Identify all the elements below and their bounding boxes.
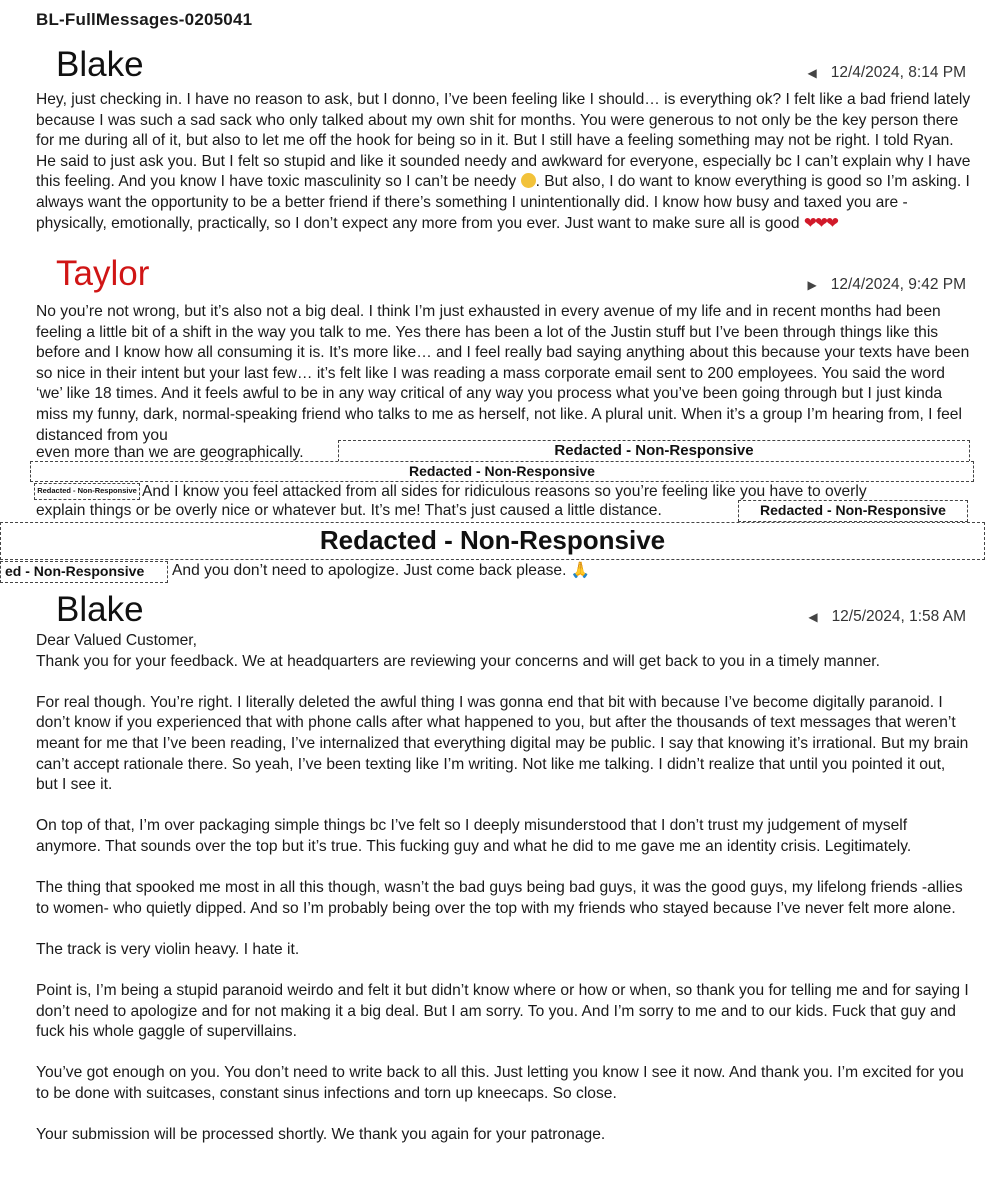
timestamp-text: 12/4/2024, 9:42 PM [830, 276, 966, 293]
message-text: And you don’t need to apologize. Just come back please. [172, 562, 567, 579]
message-paragraph: On top of that, I’m over packaging simple things bc I’ve felt so I deeply misunderstood that I don’t trust my judgement of myself anymore. That sounds over the top but it’s true. This fucking guy and what he did to me gave me an identity crisis. Legitimately. [36, 817, 912, 855]
redaction-box: Redacted - Non-Responsive [0, 522, 985, 560]
message-text-cont: . But also, I do want to know everything is good so I’m asking. I always want the opportunity to be a better friend if there’s something I unintentionally did. I know how busy and taxed you are - physically, emotionally, practically, so I don’t expect any more from you ever. Just want to make sure all is good [36, 173, 970, 232]
timestamp-text: 12/4/2024, 8:14 PM [830, 64, 966, 81]
incoming-arrow-icon: ◀ [807, 66, 817, 80]
message-body [36, 631, 971, 1146]
message-paragraph: You’ve got enough on you. You don’t need to write back to all this. Just letting you know I see it now. And thank you. I’m excited for you to be done with suitcases, constant sinus infections and torn up kneecaps. So close. [36, 1064, 964, 1103]
outgoing-arrow-icon: ▶ [807, 278, 817, 292]
hugging-face-icon [521, 173, 536, 188]
message-line: even more than we are geographically. [36, 444, 304, 461]
message-text: Hey, just checking in. I have no reason to ask, but I donno, I’ve been feeling like I should… is everything ok? I felt like a bad friend lately because I was such a sad sack who only talked about my own shit for months. You were generous to not only be the key person there for me during all of it, but also to let me off the hook for being so in it. But I still have a feeling something may not be right. I told Ryan. He said to just ask you. But I felt so stupid and like it sounded needy and awkward for everyone, especially bc I can’t explain why I have this feeling. And you know I have toxic masculinity so I can’t be needy [36, 91, 971, 191]
message-body [36, 90, 971, 234]
message-paragraph: Your submission will be processed shortly. We thank you again for your patronage. [36, 1126, 606, 1144]
timestamp-text: 12/5/2024, 1:58 AM [831, 608, 966, 625]
message-line [172, 561, 590, 582]
message-paragraph: Dear Valued Customer, [36, 632, 197, 649]
redaction-box: Redacted - Non-Responsive [338, 440, 970, 462]
redaction-box: Redacted - Non-Responsive [34, 483, 140, 500]
message-line: explain things or be overly nice or whatever but. It’s me! That’s just caused a little distance. [36, 502, 662, 519]
incoming-arrow-icon: ◀ [808, 610, 818, 624]
message-paragraph: For real though. You’re right. I literally deleted the awful thing I was gonna end that bit with because I’ve become digitally paranoid. I don’t know if you experienced that with phone calls after what happened to you, but after the thousands of text messages that weren’t meant for me that I’ve been reading, I’ve internalized that everything digital may be public. I say that knowing it’s irrational. But my brain can’t accept rationale there. So yeah, I’ve been texting like I’m writing. Not like me talking. I didn’t realize that until you pointed it out, but I see it. [36, 693, 969, 794]
redaction-box: Redacted - Non-Responsive [738, 500, 968, 522]
sender-name: Blake [56, 45, 144, 84]
message-line: And I know you feel attacked from all sides for ridiculous reasons so you’re feeling like you have to overly [142, 483, 867, 500]
redaction-box: Redacted - Non-Responsive [30, 461, 974, 482]
document-id: BL-FullMessages-0205041 [36, 10, 253, 29]
timestamp [807, 276, 966, 294]
message-paragraph: Thank you for your feedback. We at headquarters are reviewing your concerns and will get back to you in a timely manner. [36, 652, 880, 670]
timestamp [808, 608, 966, 626]
redaction-box: ed - Non-Responsive [0, 561, 168, 583]
sender-name: Taylor [56, 254, 150, 293]
message-body [36, 302, 971, 446]
message-paragraph: The track is very violin heavy. I hate it. [36, 940, 300, 958]
sender-name: Blake [56, 590, 144, 629]
message-paragraph: Point is, I’m being a stupid paranoid weirdo and felt it but didn’t know where or how or when, so thank you for telling me and for saying I don’t need to apologize and for not making it a big deal. But I am sorry. To you. And I’m sorry to me and to our kids. Fuck that guy and fuck his whole gaggle of supervillains. [36, 982, 969, 1041]
message-paragraph: The thing that spooked me most in all this though, wasn’t the bad guys being bad guys, it was the good guys, my lifelong friends -allies to women- who quietly dipped. And so I’m probably being over the top with my friends who stayed because I’ve never felt more alone. [36, 879, 963, 917]
hearts-icon: ❤❤❤ [803, 214, 838, 232]
message-text: No you’re not wrong, but it’s also not a big deal. I think I’m just exhausted in every avenue of my life and in recent months had been feeling a little bit of a shift in the way you talk to me. Yes there has been a lot of the Justin stuff but I’ve been through things like this before and I know how all consuming it is. It’s more like… and I feel really bad saying anything about this because your texts have been so nice in their intent but your last few… it’s felt like I was reading a mass corporate email sent to 200 employees. You said the word ‘we’ like 18 times. And it feels awful to be in any way critical of any way you process what you’ve been going through but I just kinda miss my funny, dark, normal-speaking friend who talks to me as herself, not like. A plural unit. When it’s a group I’m hearing from, I feel distanced from you [36, 303, 970, 444]
timestamp [807, 64, 966, 82]
praying-hands-icon: 🙏 [570, 562, 591, 579]
